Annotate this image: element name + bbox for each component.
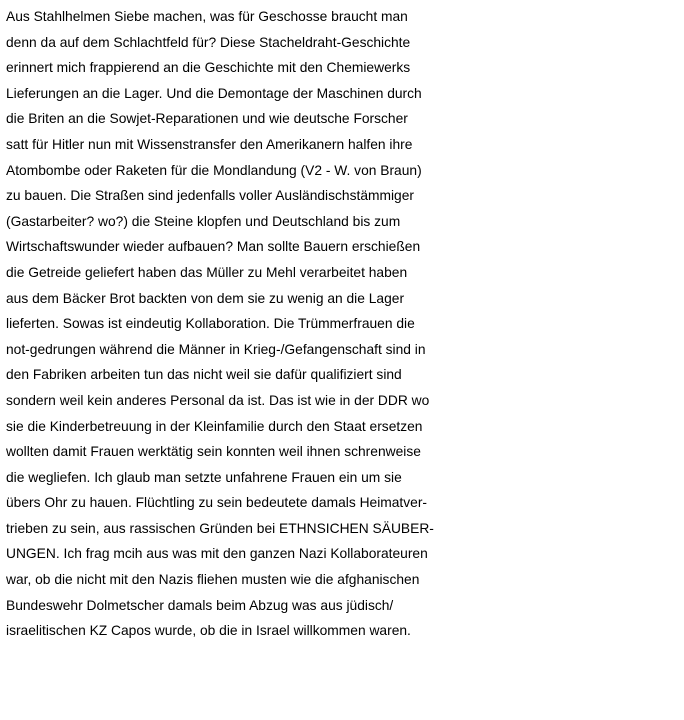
text-line: die Getreide geliefert haben das Müller zu Mehl verarbeitet haben — [6, 264, 408, 280]
text-line: aus dem Bäcker Brot backten von dem sie zu wenig an die Lager — [6, 290, 405, 306]
text-line: Aus Stahlhelmen Siebe machen, was für Geschosse braucht man — [6, 9, 408, 24]
text-line: Lieferungen an die Lager. Und die Demontage der Maschinen durch — [6, 85, 422, 101]
text-line: wollten damit Frauen werktätig sein konnten weil ihnen schrenweise — [6, 444, 421, 460]
text-line: denn da auf dem Schlachtfeld für? Diese Stacheldraht-Geschichte — [6, 34, 411, 50]
text-line: trieben zu sein, aus rassischen Gründen bei ETHNSICHEN SÄUBER- — [6, 520, 434, 536]
text-line: zu bauen. Die Straßen sind jedenfalls voller Ausländischstämmiger — [6, 188, 414, 204]
text-line: (Gastarbeiter? wo?) die Steine klopfen und Deutschland bis zum — [6, 213, 401, 229]
text-line: übers Ohr zu hauen. Flüchtling zu sein bedeutete damals Heimatver- — [6, 495, 428, 511]
text-line: die Briten an die Sowjet-Reparationen und wie deutsche Forscher — [6, 111, 408, 127]
text-line: den Fabriken arbeiten tun das nicht weil sie dafür qualifiziert sind — [6, 367, 402, 383]
text-line: war, ob die nicht mit den Nazis fliehen musten wie die afghanischen — [6, 572, 420, 588]
text-line: satt für Hitler nun mit Wissenstransfer den Amerikanern halfen ihre — [6, 136, 413, 152]
text-line: UNGEN. Ich frag mcih aus was mit den ganzen Nazi Kollaborateuren — [6, 546, 428, 562]
text-line: Atombombe oder Raketen für die Mondlandung (V2 - W. von Braun) — [6, 162, 422, 178]
text-line: die wegliefen. Ich glaub man setzte unfahrene Frauen ein um sie — [6, 469, 402, 485]
document-text-block — [6, 4, 682, 644]
text-line: not-gedrungen während die Männer in Krieg-/Gefangenschaft sind in — [6, 341, 426, 357]
text-line: Wirtschaftswunder wieder aufbauen? Man sollte Bauern erschießen — [6, 239, 421, 255]
text-line: lieferten. Sowas ist eindeutig Kollaboration. Die Trümmerfrauen die — [6, 316, 415, 332]
text-line: israelitischen KZ Capos wurde, ob die in Israel willkommen waren. — [6, 623, 411, 639]
text-line: sondern weil kein anderes Personal da ist. Das ist wie in der DDR wo — [6, 392, 430, 408]
text-line: erinnert mich frappierend an die Geschichte mit den Chemiewerks — [6, 60, 411, 76]
text-line: sie die Kinderbetreuung in der Kleinfamilie durch den Staat ersetzen — [6, 418, 423, 434]
text-line: Bundeswehr Dolmetscher damals beim Abzug was aus jüdisch/ — [6, 597, 394, 613]
